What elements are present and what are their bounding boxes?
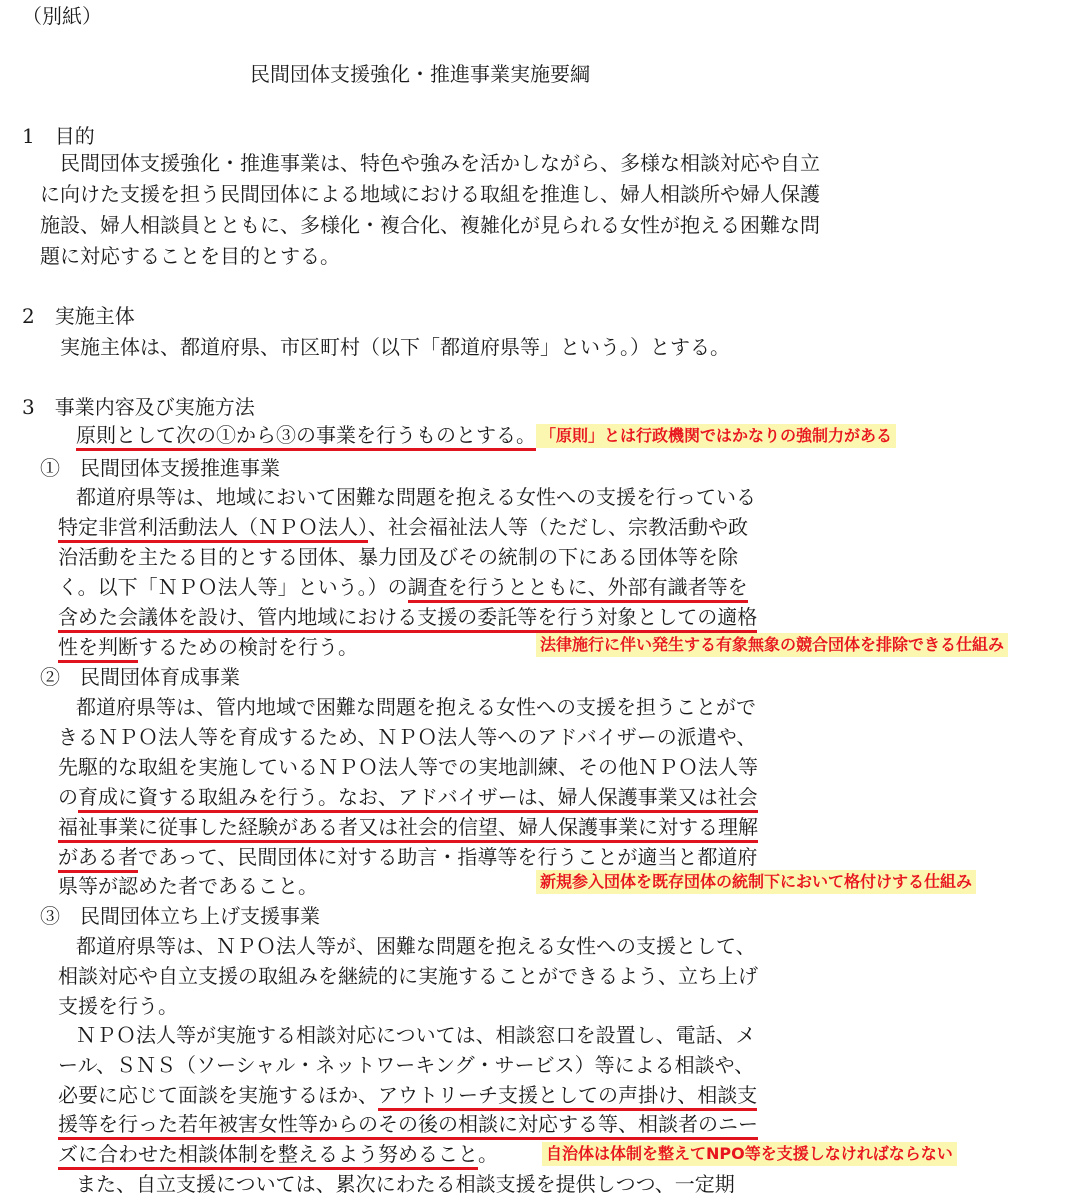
underlined-text: 育成に資する取組みを行う。なお、アドバイザーは、婦人保護事業又は社会 [78,785,758,813]
annotation-principle: 「原則」とは行政機関ではかなりの強制力がある [536,424,896,448]
item-2-line [58,813,758,841]
underlined-text: 原則として次の①から③の事業を行うものとする。 [76,423,536,451]
section-1-heading: 1 目的 [22,124,95,148]
item-2-line: がある者であって、民間団体に対する助言・指導等を行うことが適当と都道府 [58,843,757,871]
section-2-line: 実施主体は、都道府県、市区町村（以下「都道府県等」という。）とする。 [60,335,730,359]
annex-label: （別紙） [22,4,102,28]
item-1-line: 性を判断するための検討を行う。 [58,633,358,661]
item-3-line: ＮＰＯ法人等が実施する相談対応については、相談窓口を設置し、電話、メ [76,1023,756,1047]
item-1-heading: ① 民間団体支援推進事業 [40,456,280,480]
underlined-text: 福祉事業に従事した経験がある者又は社会的信望、婦人保護事業に対する理解 [58,815,758,843]
item-1-line: 都道府県等は、地域において困難な問題を抱える女性への支援を行っている [76,485,756,509]
item-3-line: 必要に応じて面談を実施するほか、アウトリーチ支援としての声掛け、相談支 [58,1081,757,1109]
annotation-ranking: 新規参入団体を既存団体の統制下において格付けする仕組み [536,870,976,894]
item-3-line: 相談対応や自立支援の取組みを継続的に実施することができるよう、立ち上げ [58,964,758,988]
underlined-text: ズに合わせた相談体制を整えるよう努めること [58,1142,478,1170]
item-2-line: 先駆的な取組を実施しているＮＰＯ法人等での実地訓練、その他ＮＰＯ法人等 [58,755,758,779]
annotation-competitors: 法律施行に伴い発生する有象無象の競合団体を排除できる仕組み [536,633,1008,657]
annotation-support: 自治体は体制を整えてNPO等を支援しなければならない [542,1142,957,1166]
underlined-text: 含めた会議体を設け、管内地域における支援の委託等を行う対象としての適格 [58,605,757,633]
principle-line [76,421,536,449]
underlined-text: 援等を行った若年被害女性等からのその後の相談に対応する等、相談者のニー [58,1112,758,1140]
underlined-text: アウトリーチ支援としての声掛け、相談支 [378,1083,757,1111]
section-1-line: 民間団体支援強化・推進事業は、特色や強みを活かしながら、多様な相談対応や自立 [60,151,820,175]
item-3-line [58,1110,758,1138]
document-title: 民間団体支援強化・推進事業実施要綱 [250,62,590,86]
item-1-line [58,603,757,631]
item-2-line: の育成に資する取組みを行う。なお、アドバイザーは、婦人保護事業又は社会 [58,783,758,811]
underlined-text: 調査を行うとともに、外部有識者等を [408,575,748,603]
item-3-line: 支援を行う。 [58,994,178,1018]
underlined-text: 特定非営利活動法人（ＮＰＯ法人） [58,515,368,543]
item-2-heading: ② 民間団体育成事業 [40,665,240,689]
section-1-line: に向けた支援を担う民間団体による地域における取組を推進し、婦人相談所や婦人保護 [40,182,820,206]
item-2-line: 県等が認めた者であること。 [58,874,318,898]
item-2-line: きるＮＰＯ法人等を育成するため、ＮＰＯ法人等へのアドバイザーの派遣や、 [58,725,757,749]
item-1-line: 治活動を主たる目的とする団体、暴力団及びその統制の下にある団体等を除 [58,545,738,569]
section-3-heading: 3 事業内容及び実施方法 [22,395,255,419]
section-2-heading: 2 実施主体 [22,304,135,328]
item-2-line: 都道府県等は、管内地域で困難な問題を抱える女性への支援を担うことがで [76,695,756,719]
item-3-line: ズに合わせた相談体制を整えるよう努めること。 [58,1140,498,1168]
item-1-line: く。以下「ＮＰＯ法人等」という。）の調査を行うとともに、外部有識者等を [58,573,748,601]
underlined-text: がある者 [58,845,138,873]
item-3-heading: ③ 民間団体立ち上げ支援事業 [40,904,320,928]
item-3-line: ール、ＳＮＳ（ソーシャル・ネットワーキング・サービス）等による相談や、 [58,1053,755,1077]
section-1-line: 施設、婦人相談員とともに、多様化・複合化、複雑化が見られる女性が抱える困難な問 [40,213,820,237]
section-1-line: 題に対応することを目的とする。 [40,244,340,268]
item-1-line: 特定非営利活動法人（ＮＰＯ法人）、社会福祉法人等（ただし、宗教活動や政 [58,513,748,541]
underlined-text: 性を判断 [58,635,138,663]
item-3-line: 都道府県等は、ＮＰＯ法人等が、困難な問題を抱える女性への支援として、 [76,934,756,958]
item-3-line: また、自立支援については、累次にわたる相談支援を提供しつつ、一定期 [76,1172,735,1196]
